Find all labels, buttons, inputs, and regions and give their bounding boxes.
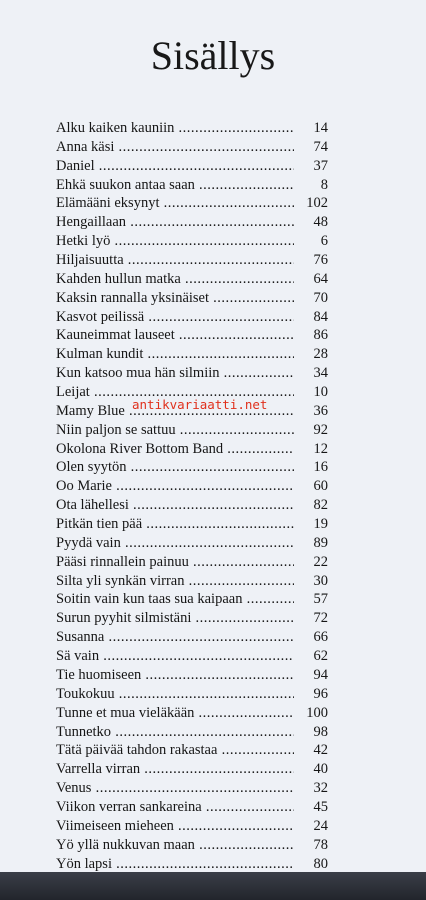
toc-entry-title: Alku kaiken kauniin ..... (56, 120, 294, 137)
toc-entry-page-number: 10 (313, 384, 328, 401)
toc-entry-title: Tunnetko ..... (56, 724, 294, 741)
toc-entry-title: Pääsi rinnallein painuu ..... (56, 554, 294, 571)
toc-entry-page-number: 80 (313, 855, 328, 872)
toc-entry-page-number: 94 (313, 666, 328, 683)
toc-entry-title: Kaksin rannalla yksinäiset ..... (56, 290, 294, 307)
toc-entry (56, 497, 328, 516)
toc-entry (56, 629, 328, 648)
toc-entry-title: Leijat ..... (56, 384, 294, 401)
toc-entry-title: Anna käsi ..... (56, 139, 294, 156)
toc-entry-title: Mamy Blue ..... (56, 403, 294, 420)
toc-entry-title: Pyydä vain ..... (56, 535, 294, 552)
toc-entry-title: Ehkä suukon antaa saan ..... (56, 177, 294, 194)
toc-entry-title: Tätä päivää tahdon rakastaa ..... (56, 742, 294, 759)
toc-entry-page-number: 86 (313, 327, 328, 344)
toc-entry-title: Niin paljon se sattuu ..... (56, 422, 294, 439)
toc-entry-page-number: 22 (313, 553, 328, 570)
toc-entry-title: Sä vain ..... (56, 648, 294, 665)
toc-entry (56, 610, 328, 629)
toc-entry-title: Okolona River Bottom Band ..... (56, 441, 294, 458)
toc-entry-title: Tunne et mua vieläkään ..... (56, 705, 294, 722)
toc-entry-title: Pitkän tien pää ..... (56, 516, 294, 533)
toc-entry-page-number: 78 (313, 836, 328, 853)
toc-entry-title: Hiljaisuutta ..... (56, 252, 294, 269)
toc-entry-page-number: 40 (313, 761, 328, 778)
toc-entry-page-number: 8 (320, 176, 328, 193)
toc-entry (56, 158, 328, 177)
toc-entry (56, 705, 328, 724)
toc-entry (56, 724, 328, 743)
toc-entry-page-number: 100 (306, 704, 328, 721)
toc-entry-title: Viimeiseen mieheen ..... (56, 818, 294, 835)
toc-entry (56, 365, 328, 384)
toc-entry-page-number: 16 (313, 459, 328, 476)
toc-entry (56, 573, 328, 592)
toc-entry-title: Kasvot peilissä ..... (56, 309, 294, 326)
toc-entry (56, 591, 328, 610)
toc-entry (56, 478, 328, 497)
toc-entry-page-number: 82 (313, 497, 328, 514)
toc-entry (56, 327, 328, 346)
toc-entry-title: Oo Marie ..... (56, 478, 294, 495)
toc-entry-page-number: 76 (313, 252, 328, 269)
toc-entry-page-number: 48 (313, 214, 328, 231)
toc-entry-page-number: 30 (313, 572, 328, 589)
toc-entry-title: Elämääni eksynyt ..... (56, 195, 294, 212)
toc-entry (56, 214, 328, 233)
toc-entry-title: Ota lähellesi ..... (56, 497, 294, 514)
toc-entry-page-number: 96 (313, 685, 328, 702)
toc-entry-page-number: 28 (313, 346, 328, 363)
toc-entry-title: Daniel ..... (56, 158, 294, 175)
toc-entry-page-number: 92 (313, 421, 328, 438)
toc-entry-title: Yö yllä nukkuvan maan ..... (56, 837, 294, 854)
toc-entry-title: Yön lapsi ..... (56, 856, 294, 873)
toc-entry-page-number: 98 (313, 723, 328, 740)
page-title: Sisällys (150, 33, 276, 78)
toc-entry (56, 195, 328, 214)
toc-entry (56, 177, 328, 196)
toc-entry-title: Toukokuu ..... (56, 686, 294, 703)
toc-entry (56, 535, 328, 554)
toc-entry-page-number: 84 (313, 308, 328, 325)
toc-entry-title: Kulman kundit ..... (56, 346, 294, 363)
toc-entry-title: Viikon verran sankareina ..... (56, 799, 294, 816)
toc-entry-page-number: 62 (313, 648, 328, 665)
toc-entry-title: Surun pyyhit silmistäni ..... (56, 610, 294, 627)
toc-entry-page-number: 72 (313, 610, 328, 627)
toc-entry (56, 441, 328, 460)
toc-entry-title: Hengaillaan ..... (56, 214, 294, 231)
toc-entry (56, 799, 328, 818)
toc-entry-page-number: 24 (313, 817, 328, 834)
toc-entry-page-number: 64 (313, 270, 328, 287)
toc-entry-page-number: 14 (313, 120, 328, 136)
toc-entry (56, 780, 328, 799)
toc-entry-page-number: 37 (313, 157, 328, 174)
toc-entry (56, 742, 328, 761)
toc-entry-title: Tie huomiseen ..... (56, 667, 294, 684)
toc-entry (56, 761, 328, 780)
toc-entry-page-number: 36 (313, 402, 328, 419)
toc-entry (56, 667, 328, 686)
toc-entry-page-number: 60 (313, 478, 328, 495)
toc-entry (56, 837, 328, 856)
toc-entry (56, 233, 328, 252)
toc-entry-title: Hetki lyö ..... (56, 233, 294, 250)
toc-entry (56, 120, 328, 139)
toc-entry-title: Varrella virran ..... (56, 761, 294, 778)
toc-entry (56, 252, 328, 271)
watermark: antikvariaatti.net (132, 397, 268, 412)
toc-entry-page-number: 34 (313, 365, 328, 382)
toc-entry-title: Silta yli synkän virran ..... (56, 573, 294, 590)
toc-entry (56, 346, 328, 365)
toc-entry-page-number: 42 (313, 742, 328, 759)
toc-entry-page-number: 70 (313, 289, 328, 306)
toc-entry-title: Susanna ..... (56, 629, 294, 646)
toc-entry (56, 554, 328, 573)
toc-entry-title: Kahden hullun matka ..... (56, 271, 294, 288)
toc-entry-title: Olen syytön ..... (56, 459, 294, 476)
toc-entry-title: Soitin vain kun taas sua kaipaan ..... (56, 591, 294, 608)
toc-entry-title: Venus ..... (56, 780, 294, 797)
toc-entry-page-number: 102 (306, 195, 328, 212)
toc-entry (56, 290, 328, 309)
toc-entry-page-number: 32 (313, 780, 328, 797)
toc-entry-title: Kauneimmat lauseet ..... (56, 327, 294, 344)
toc-entry-page-number: 19 (313, 516, 328, 533)
toc-entry (56, 818, 328, 837)
toc-entry (56, 516, 328, 535)
toc-entry (56, 309, 328, 328)
toc-entry-page-number: 6 (320, 233, 328, 250)
toc-entry (56, 459, 328, 478)
toc-entry-page-number: 89 (313, 534, 328, 551)
toc-entry-page-number: 66 (313, 629, 328, 646)
toc-entry-title: Kun katsoo mua hän silmiin ..... (56, 365, 294, 382)
toc-entry-page-number: 12 (313, 440, 328, 457)
toc-entry (56, 686, 328, 705)
toc-entry-page-number: 74 (313, 138, 328, 155)
toc-entry-page-number: 57 (313, 591, 328, 608)
page-bottom-edge (0, 872, 426, 900)
toc-entry (56, 271, 328, 290)
toc-entry (56, 139, 328, 158)
toc-entry-page-number: 45 (313, 798, 328, 815)
table-of-contents (56, 120, 328, 874)
toc-entry (56, 648, 328, 667)
toc-entry (56, 422, 328, 441)
